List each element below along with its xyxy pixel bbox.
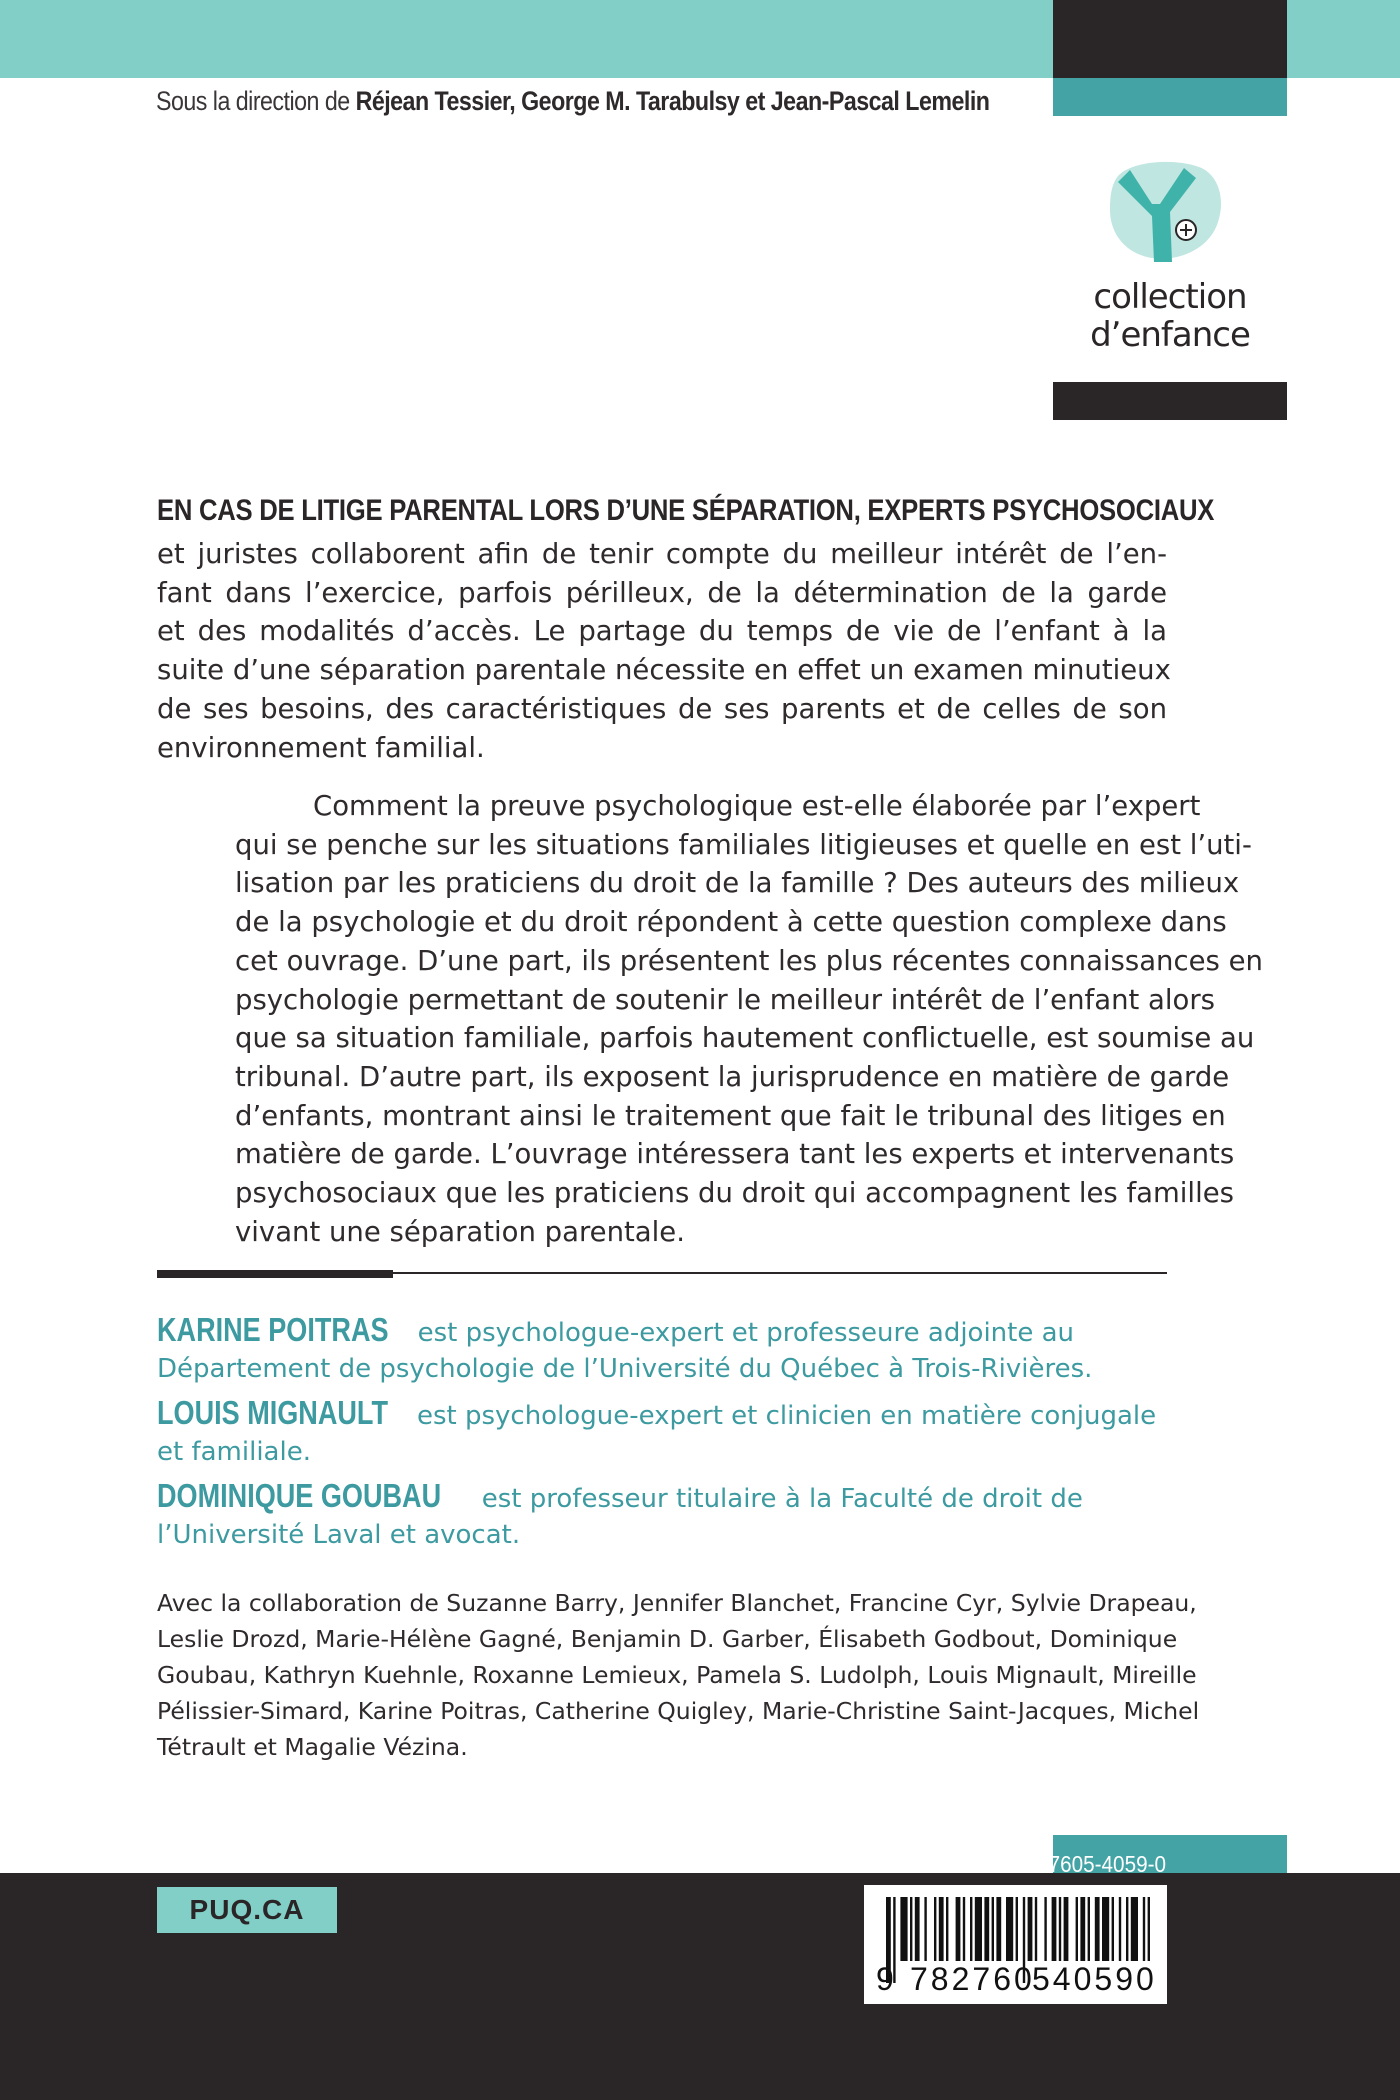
barcode-bar <box>939 1897 944 1961</box>
paragraph-line: lisation par les praticiens du droit de la famille ? Des auteurs des milieux <box>235 867 1240 900</box>
author-bio <box>157 1478 1169 1553</box>
barcode-bar <box>1080 1897 1085 1961</box>
barcode-bar <box>1028 1897 1033 1961</box>
barcode-digit-group: 9 <box>876 1961 894 1997</box>
author-description: est psychologue-expert et professeure adjointe au Département de psychologie de l’Université du Québec à Trois-Rivières. <box>157 1318 1093 1384</box>
barcode-bar <box>1006 1897 1013 1961</box>
paragraph-line: psychosociaux que les praticiens du droit qui accompagnent les familles <box>235 1177 1234 1210</box>
editors-line <box>156 86 989 117</box>
top-teal-strip <box>1053 78 1287 116</box>
isbn-label: ISBN 978-2-7605-4059-0 <box>934 1851 1166 1877</box>
paragraph-line: et des modalités d’accès. Le partage du temps de vie de l’enfant à la <box>157 615 1167 648</box>
paragraph-line: psychologie permettant de soutenir le meilleur intérêt de l’enfant alors <box>235 983 1215 1016</box>
top-dark-block <box>1053 0 1287 78</box>
summary-paragraph-1 <box>157 535 1171 767</box>
child-figure-logo-icon <box>1100 158 1230 268</box>
collaborators-line: Tétrault et Magalie Vézina. <box>157 1733 468 1761</box>
author-name: KARINE POITRAS <box>157 1311 389 1348</box>
paragraph-line: Comment la preuve psychologique est-elle élaborée par l’expert <box>313 790 1201 822</box>
collaborators-line: Leslie Drozd, Marie-Hélène Gagné, Benjamin D. Garber, Élisabeth Godbout, Dominique <box>157 1625 1178 1653</box>
collaborators-list <box>157 1585 1200 1765</box>
barcode-bar <box>900 1897 907 1961</box>
barcode-bar <box>970 1897 972 1961</box>
paragraph-line: que sa situation familiale, parfois hautement conflictuelle, est soumise au <box>235 1022 1255 1055</box>
barcode-bar <box>1088 1897 1090 1961</box>
barcode-bar <box>1044 1897 1046 1961</box>
barcode-bar <box>1119 1897 1121 1961</box>
barcode-bar <box>975 1897 982 1961</box>
author-description: est psychologue-expert et clinicien en matière conjugale et familiale. <box>157 1401 1157 1467</box>
paragraph-line: suite d’une séparation parentale nécessite en effet un examen minutieux <box>157 654 1171 687</box>
paragraph-line: de la psychologie et du droit répondent à cette question complexe dans <box>235 906 1227 939</box>
paragraph-line: fant dans l’exercice, parfois périlleux, de la détermination de la garde <box>157 576 1167 609</box>
author-description: est professeur titulaire à la Faculté de droit de l’Université Laval et avocat. <box>157 1484 1083 1550</box>
author-bio <box>157 1395 1169 1470</box>
author-name: LOUIS MIGNAULT <box>157 1394 388 1431</box>
paragraph-line: matière de garde. L’ouvrage intéressera tant les experts et intervenants <box>235 1138 1235 1171</box>
editors-prefix: Sous la direction de <box>156 86 350 116</box>
barcode-bar <box>1059 1897 1061 1961</box>
barcode-bar <box>1112 1897 1114 1961</box>
paragraph-line: et juristes collaborent afin de tenir compte du meilleur intérêt de l’en- <box>157 538 1167 570</box>
summary-lead: EN CAS DE LITIGE PARENTAL LORS D’UNE SÉPARATION, EXPERTS PSYCHOSOCIAUX <box>157 494 1215 527</box>
author-name: DOMINIQUE GOUBAU <box>157 1477 442 1514</box>
barcode-bar <box>956 1897 961 1961</box>
editors-names: Réjean Tessier, George M. Tarabulsy et Jean-Pascal Lemelin <box>355 86 990 116</box>
barcode-bar <box>946 1897 948 1961</box>
section-divider-accent <box>157 1270 393 1278</box>
barcode-bar <box>1095 1897 1100 1961</box>
paragraph-line: cet ouvrage. D’une part, ils présentent les plus récentes connaissances en <box>235 944 1263 977</box>
barcode-bar <box>1064 1897 1069 1961</box>
barcode-bar <box>1102 1897 1109 1961</box>
publisher-website-link[interactable]: PUQ.CA <box>157 1887 337 1933</box>
barcode-bar <box>1052 1897 1057 1961</box>
barcode-bar <box>924 1897 926 1961</box>
summary-paragraph-2 <box>157 787 1263 1251</box>
paragraph-line: de ses besoins, des caractéristiques de ses parents et de celles de son <box>157 692 1167 725</box>
barcode-bar <box>984 1897 989 1961</box>
barcode-bar <box>1143 1897 1145 1961</box>
paragraph-line: tribunal. D’autre part, ils exposent la jurisprudence en matière de garde <box>235 1060 1230 1093</box>
barcode-bar <box>1076 1897 1078 1961</box>
author-bio <box>157 1312 1169 1387</box>
collection-title-line2: d’enfance <box>1090 315 1250 355</box>
barcode-bar <box>992 1897 994 1961</box>
barcode-bar <box>1126 1897 1128 1961</box>
barcode-bar <box>910 1897 912 1961</box>
barcode-digit-group: 540590 <box>1032 1961 1157 1997</box>
barcode-bar <box>915 1897 920 1961</box>
collaborators-line: Avec la collaboration de Suzanne Barry, Jennifer Blanchet, Francine Cyr, Sylvie Drapeau, <box>157 1589 1197 1617</box>
barcode-bar <box>1016 1897 1018 1961</box>
paragraph-line: vivant une séparation parentale. <box>235 1215 685 1248</box>
paragraph-line: qui se penche sur les situations familiales litigieuses et quelle en est l’uti- <box>235 828 1252 861</box>
barcode-bar <box>963 1897 965 1961</box>
paragraph-line: d’enfants, montrant ainsi le traitement que fait le tribunal des litiges en <box>235 1099 1226 1132</box>
paragraph-line: environnement familial. <box>157 731 485 764</box>
barcode-bar <box>1148 1897 1150 1961</box>
collection-title-line1: collection <box>1093 277 1247 317</box>
barcode-bar <box>996 1897 1001 1961</box>
collection-title <box>1055 278 1285 354</box>
collaborators-line: Goubau, Kathryn Kuehnle, Roxanne Lemieux, Pamela S. Ludolph, Louis Mignault, Mireille <box>157 1661 1197 1689</box>
barcode-bar <box>934 1897 936 1961</box>
barcode-bar <box>1035 1897 1037 1961</box>
collection-dark-bar <box>1053 382 1287 420</box>
barcode-bar <box>1131 1897 1138 1961</box>
collaborators-line: Pélissier-Simard, Karine Poitras, Catherine Quigley, Marie-Christine Saint-Jacques, Michel <box>157 1697 1200 1725</box>
barcode-icon <box>864 1885 1167 2004</box>
barcode-digit-group: 782760 <box>910 1961 1035 1997</box>
